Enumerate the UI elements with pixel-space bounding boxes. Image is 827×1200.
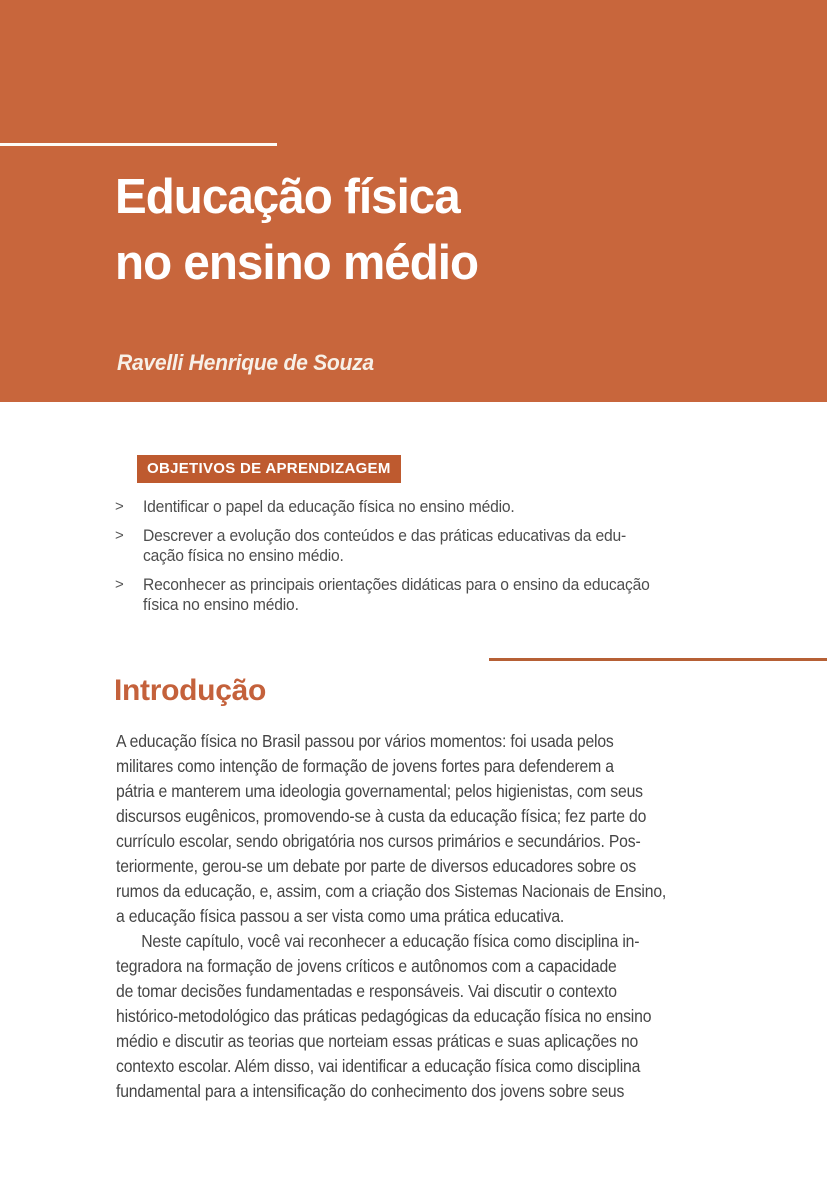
objective-text [143,526,705,566]
objective-item [115,575,705,615]
objective-text-line: Identificar o papel da educação física no ensino médio. [143,497,515,516]
paragraph-line: tegradora na formação de jovens críticos e autônomos com a capacidade [116,956,617,976]
paragraph-line: teriormente, gerou-se um debate por parte de diversos educadores sobre os [116,856,637,876]
paragraph-line: histórico-metodológico das práticas pedagógicas da educação física no ensino [116,1006,652,1026]
intro-paragraphs [116,729,708,1104]
section-divider [489,658,827,661]
objective-text [143,497,705,517]
bullet-marker: > [115,576,124,593]
paragraph-line: a educação física passou a ser vista como uma prática educativa. [116,906,565,926]
paragraph-line: rumos da educação, e, assim, com a criação dos Sistemas Nacionais de Ensino, [116,881,667,901]
paragraph [116,929,708,1104]
chapter-title-line-1: Educação física [115,170,460,224]
objective-text-line: física no ensino médio. [143,595,299,614]
paragraph-line: currículo escolar, sendo obrigatória nos cursos primários e secundários. Pos- [116,831,641,851]
objectives-badge: OBJETIVOS DE APRENDIZAGEM [137,455,401,483]
paragraph-line: contexto escolar. Além disso, vai identificar a educação física como disciplina [116,1056,641,1076]
chapter-title-line-2: no ensino médio [115,236,479,290]
paragraph-line: de tomar decisões fundamentadas e responsáveis. Vai discutir o contexto [116,981,617,1001]
paragraph-line: médio e discutir as teorias que norteiam essas práticas e suas aplicações no [116,1031,639,1051]
bullet-marker: > [115,498,124,515]
objective-text-line: cação física no ensino médio. [143,546,344,565]
chapter-header [0,0,827,402]
paragraph-line: discursos eugênicos, promovendo-se à custa da educação física; fez parte do [116,806,647,826]
intro-heading: Introdução [114,674,266,707]
paragraph-line: pátria e manterem uma ideologia governamental; pelos higienistas, com seus [116,781,643,801]
objective-text [143,575,705,615]
paragraph-line: Neste capítulo, você vai reconhecer a educação física como disciplina in- [141,931,640,951]
paragraph [116,729,708,929]
paragraph-line: A educação física no Brasil passou por vários momentos: foi usada pelos [116,731,614,751]
paragraph-line: militares como intenção de formação de jovens fortes para defenderem a [116,756,614,776]
objective-text-line: Reconhecer as principais orientações didáticas para o ensino da educação [143,575,650,594]
bullet-marker: > [115,527,124,544]
objective-item [115,497,705,517]
objective-item [115,526,705,566]
paragraph-line: fundamental para a intensificação do conhecimento dos jovens sobre seus [116,1081,625,1101]
chapter-title [115,164,489,296]
chapter-author: Ravelli Henrique de Souza [117,350,374,375]
objectives-list [115,497,705,624]
header-accent-line [0,143,277,146]
objective-text-line: Descrever a evolução dos conteúdos e das práticas educativas da edu- [143,526,627,545]
